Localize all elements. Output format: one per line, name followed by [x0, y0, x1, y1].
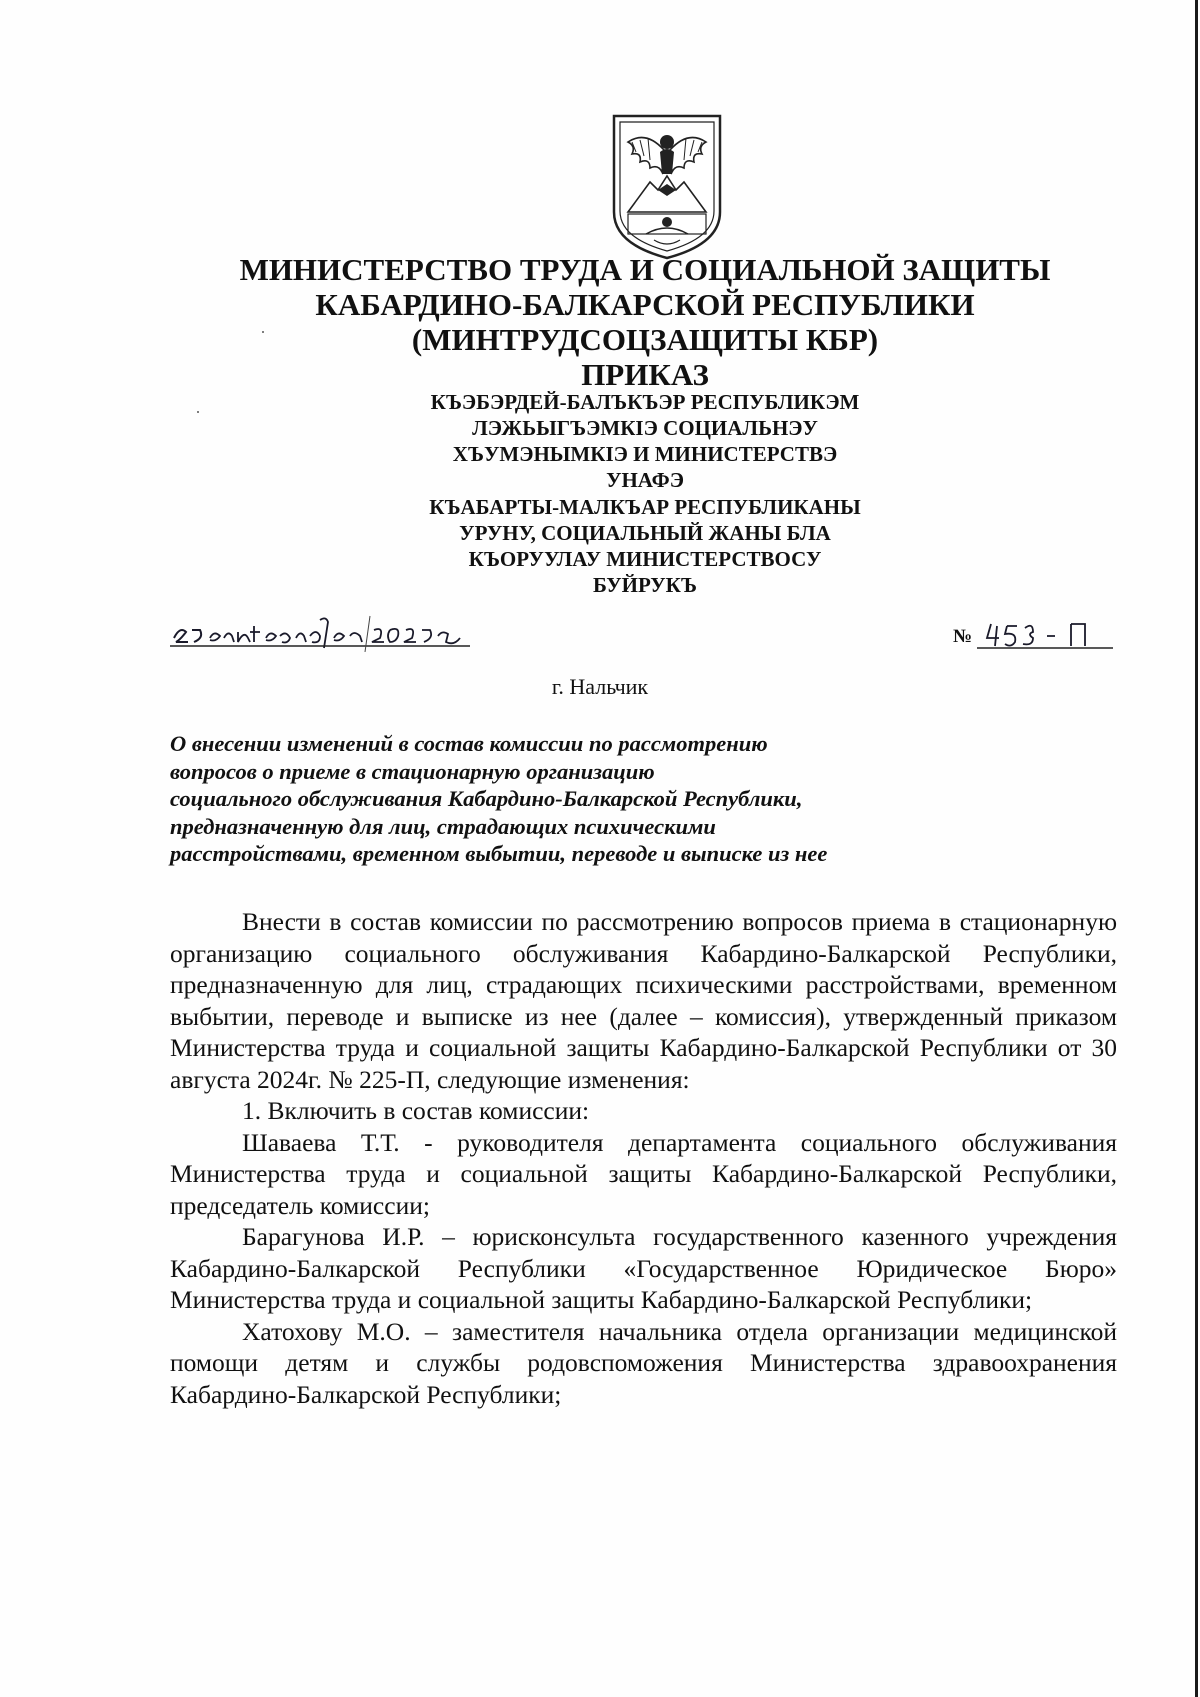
order-number-block: [953, 618, 1113, 652]
header-line: КАБАРДИНО-БАЛКАРСКОЙ РЕСПУБЛИКИ: [315, 287, 975, 322]
body-list-item: 1. Включить в состав комиссии:: [242, 1096, 590, 1125]
header-line: БУЙРУКЪ: [593, 573, 697, 597]
coat-of-arms-emblem: [606, 112, 728, 260]
handwritten-order-number: [977, 618, 1113, 650]
ministry-name-russian: [150, 252, 1140, 357]
header-line: УРУНУ, СОЦИАЛЬНЫЙ ЖАНЫ БЛА: [459, 521, 831, 545]
number-label: №: [953, 626, 973, 647]
header-line: КЪАБАРТЫ-МАЛКЪАР РЕСПУБЛИКАНЫ: [429, 495, 861, 519]
order-title-russian: ПРИКАЗ: [581, 357, 709, 392]
body-paragraph: Хатохову М.О. – заместителя начальника отдела организации медицинской помощи детям и службы родовспоможения Министерства здравоохранения Кабардино-Балкарской Республики;: [170, 1316, 1117, 1409]
title-line: О внесении изменений в состав комиссии по рассмотрению: [170, 731, 768, 756]
ministry-name-balkar: [150, 494, 1140, 598]
header-line: КЪОРУУЛАУ МИНИСТЕРСТВОСУ: [468, 547, 822, 571]
header-line: МИНИСТЕРСТВО ТРУДА И СОЦИАЛЬНОЙ ЗАЩИТЫ: [239, 252, 1051, 287]
header-line: ЛЭЖЬЫГЪЭМКIЭ СОЦИАЛЬНЭУ: [472, 416, 818, 440]
city-name: г. Нальчик: [551, 674, 649, 699]
scan-edge-line: [1195, 0, 1198, 1697]
header-line: ХЪУМЭНЫМКIЭ И МИНИСТЕРСТВЭ: [452, 442, 838, 466]
title-line: расстройствами, временном выбытии, переводе и выписке из нее: [170, 841, 828, 866]
order-subject-title: [170, 730, 990, 868]
body-paragraph: Барагунова И.Р. – юрисконсульта государственного казенного учреждения Кабардино-Балкарской Республики «Государственное Юридическое Бюро» Министерства труда и социальной защиты Кабардино-Балкарской Республики;: [170, 1222, 1117, 1314]
title-line: вопросов о приеме в стационарную организацию: [170, 758, 655, 784]
ministry-name-kabardian: [150, 389, 1140, 493]
header-line: (МИНТРУДСОЦЗАЩИТЫ КБР): [411, 322, 879, 357]
title-line: предназначенную для лиц, страдающих психическими: [170, 813, 716, 839]
date-number-row: [170, 608, 1110, 652]
header-line: КЪЭБЭРДЕЙ-БАЛЪКЪЭР РЕСПУБЛИКЭМ: [430, 390, 860, 414]
body-paragraph: Шаваева Т.Т. - руководителя департамента социального обслуживания Министерства труда и социальной защиты Кабардино-Балкарской Республики, председатель комиссии;: [170, 1127, 1117, 1220]
title-line: социального обслуживания Кабардино-Балкарской Республики,: [170, 786, 803, 811]
order-body: [170, 906, 1117, 1410]
handwritten-date: [170, 608, 485, 652]
body-paragraph: Внести в состав комиссии по рассмотрению вопросов приема в стационарную организацию социального обслуживания Кабардино-Балкарской Республики, предназначенную для лиц, страдающих психическими расстройствами, временном выбытии, переводе и выписке из нее (далее – комиссия), утвержденный приказом Министерства труда и социальной защиты Кабардино-Балкарской Республики от 30 августа 2024г. № 225-П, следующие изменения:: [170, 907, 1117, 1094]
header-line: УНАФЭ: [606, 468, 684, 492]
